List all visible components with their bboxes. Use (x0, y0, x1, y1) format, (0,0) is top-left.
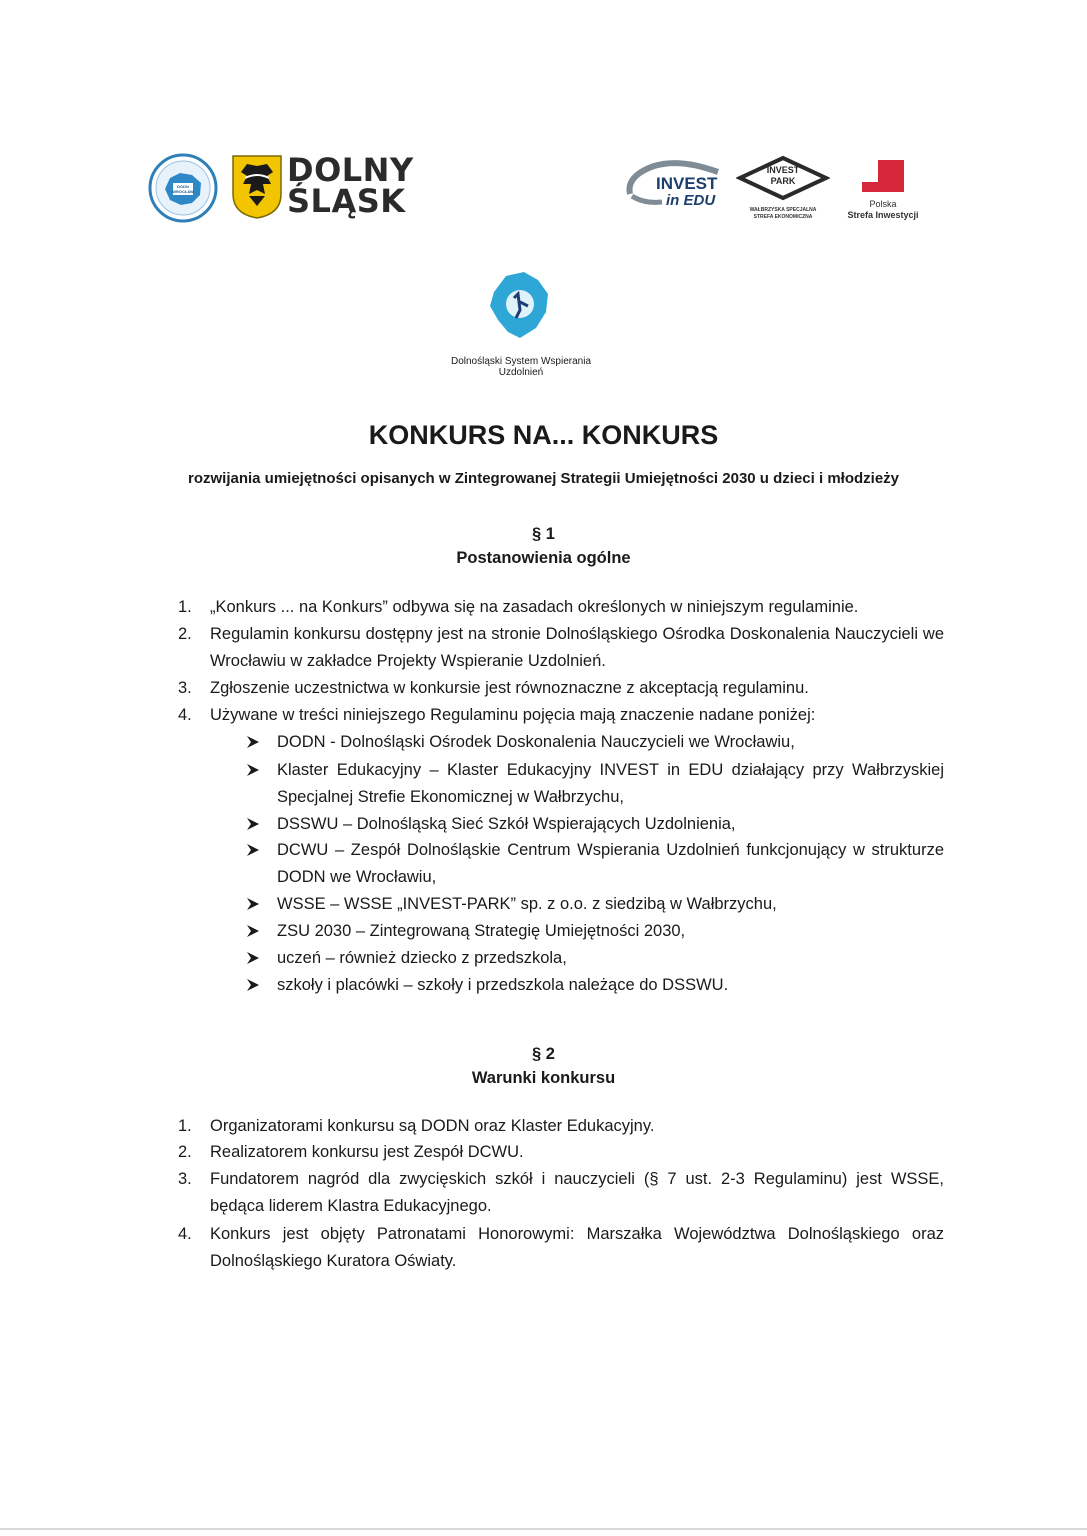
item-number: 1. (178, 598, 192, 616)
definition-text: DCWU – Zespół Dolnośląskie Centrum Wspierania Uzdolnień funkcjonujący w strukturze DODN we Wrocławiu, (277, 841, 944, 886)
invest-park-logo (736, 155, 830, 227)
definition-item (246, 972, 944, 999)
item-text: Fundatorem nagród dla zwycięskich szkół i nauczycieli (§ 7 ust. 2-3 Regulaminu) jest WSSE, będąca liderem Klastra Edukacyjnego. (210, 1170, 944, 1215)
invest-park-caption-line2: STREFA EKONOMICZNA (753, 214, 813, 220)
psi-text-line1: Polska (869, 199, 897, 209)
invest-edu-text-line1: INVEST (656, 174, 718, 193)
section-1-item-1 (178, 594, 944, 621)
section-1-mark: § 1 (532, 525, 555, 543)
item-number: 3. (178, 679, 192, 697)
arrow-bullet-icon (246, 843, 260, 857)
dsswu-logo-text: Dolnośląski System Wspierania Uzdolnień (450, 356, 592, 378)
coat-of-arms-icon (231, 154, 283, 220)
definition-text: Klaster Edukacyjny – Klaster Edukacyjny INVEST in EDU działający przy Wałbrzyskiej Specjalnej Strefie Ekonomicznej w Wałbrzychu, (277, 761, 944, 806)
definition-text: WSSE – WSSE „INVEST-PARK” sp. z o.o. z siedzibą w Wałbrzychu, (277, 895, 777, 913)
definition-text: ZSU 2030 – Zintegrowaną Strategię Umiejętności 2030, (277, 922, 686, 940)
definition-item (246, 945, 944, 972)
item-number: 2. (178, 1143, 192, 1161)
item-number: 1. (178, 1117, 192, 1135)
arrow-bullet-icon (246, 735, 260, 749)
definition-text: uczeń – również dziecko z przedszkola, (277, 949, 567, 967)
section-2-heading: Warunki konkursu (471, 1069, 616, 1087)
definition-item (246, 891, 944, 918)
document-subtitle: rozwijania umiejętności opisanych w Zintegrowanej Strategii Umiejętności 2030 u dzieci i młodzieży (187, 470, 900, 487)
definition-text: DODN - Dolnośląski Ośrodek Doskonalenia Nauczycieli we Wrocławiu, (277, 733, 795, 751)
dolny-slask-text-line1: DOLNY (287, 151, 414, 189)
dolny-slask-text-line2: ŚLĄSK (287, 182, 406, 220)
item-number: 3. (178, 1170, 192, 1188)
page-bottom-edge (0, 1528, 1087, 1530)
definition-item (246, 918, 944, 945)
dodn-logo (148, 153, 218, 223)
item-text: Zgłoszenie uczestnictwa w konkursie jest równoznaczne z akceptacją regulaminu. (210, 679, 809, 697)
item-number: 4. (178, 706, 192, 724)
item-text: Używane w treści niniejszego Regulaminu pojęcia mają znaczenie nadane poniżej: (210, 706, 816, 724)
invest-park-text-line2: PARK (770, 176, 796, 186)
arrow-bullet-icon (246, 924, 260, 938)
item-text: „Konkurs ... na Konkurs” odbywa się na zasadach określonych w niniejszym regulaminie. (210, 598, 859, 616)
invest-park-text-line1: INVEST (766, 165, 800, 175)
definition-item (246, 837, 944, 890)
definition-item (246, 811, 944, 838)
section-1-item-3 (178, 675, 944, 702)
item-number: 4. (178, 1225, 192, 1243)
dolny-slask-logo (231, 151, 421, 222)
arrow-bullet-icon (246, 951, 260, 965)
definition-item (246, 757, 944, 810)
definition-text: DSSWU – Dolnośląską Sieć Szkół Wspierających Uzdolnienia, (277, 815, 736, 833)
section-1-heading: Postanowienia ogólne (456, 549, 631, 567)
dsswu-logo (446, 232, 596, 382)
arrow-bullet-icon (246, 763, 260, 777)
item-text: Regulamin konkursu dostępny jest na stronie Dolnośląskiego Ośrodka Doskonalenia Nauczycieli we Wrocławiu w zakładce Projekty Wspieranie Uzdolnień. (210, 625, 944, 670)
section-2-item-1 (178, 1113, 944, 1140)
item-text: Organizatorami konkursu są DODN oraz Klaster Edukacyjny. (210, 1117, 655, 1135)
section-2-mark: § 2 (532, 1045, 555, 1063)
arrow-bullet-icon (246, 978, 260, 992)
definition-text: szkoły i placówki – szkoły i przedszkola należące do DSSWU. (277, 976, 729, 994)
invest-in-edu-logo (622, 158, 734, 216)
polska-strefa-inwestycji-logo (838, 158, 928, 226)
document-title: KONKURS NA... KONKURS (368, 420, 719, 450)
section-2-item-3 (178, 1166, 944, 1219)
item-number: 2. (178, 625, 192, 643)
item-text: Realizatorem konkursu jest Zespół DCWU. (210, 1143, 524, 1161)
section-1-item-2 (178, 621, 944, 674)
section-2-item-4 (178, 1221, 944, 1274)
dodn-logo-text: DODN WROCŁAW (172, 184, 194, 194)
psi-text-line2: Strefa Inwestycji (847, 210, 919, 220)
psi-mark-icon (838, 158, 928, 194)
definition-item (246, 729, 944, 756)
section-2-item-2 (178, 1139, 944, 1166)
section-1-item-4 (178, 702, 944, 729)
arrow-bullet-icon (246, 817, 260, 831)
arrow-bullet-icon (246, 897, 260, 911)
invest-park-caption-line1: WAŁBRZYSKA SPECJALNA (749, 207, 817, 213)
item-text: Konkurs jest objęty Patronatami Honorowymi: Marszałka Województwa Dolnośląskiego oraz Dolnośląskiego Kuratora Oświaty. (210, 1225, 944, 1270)
invest-edu-text-line2: in EDU (666, 192, 716, 209)
